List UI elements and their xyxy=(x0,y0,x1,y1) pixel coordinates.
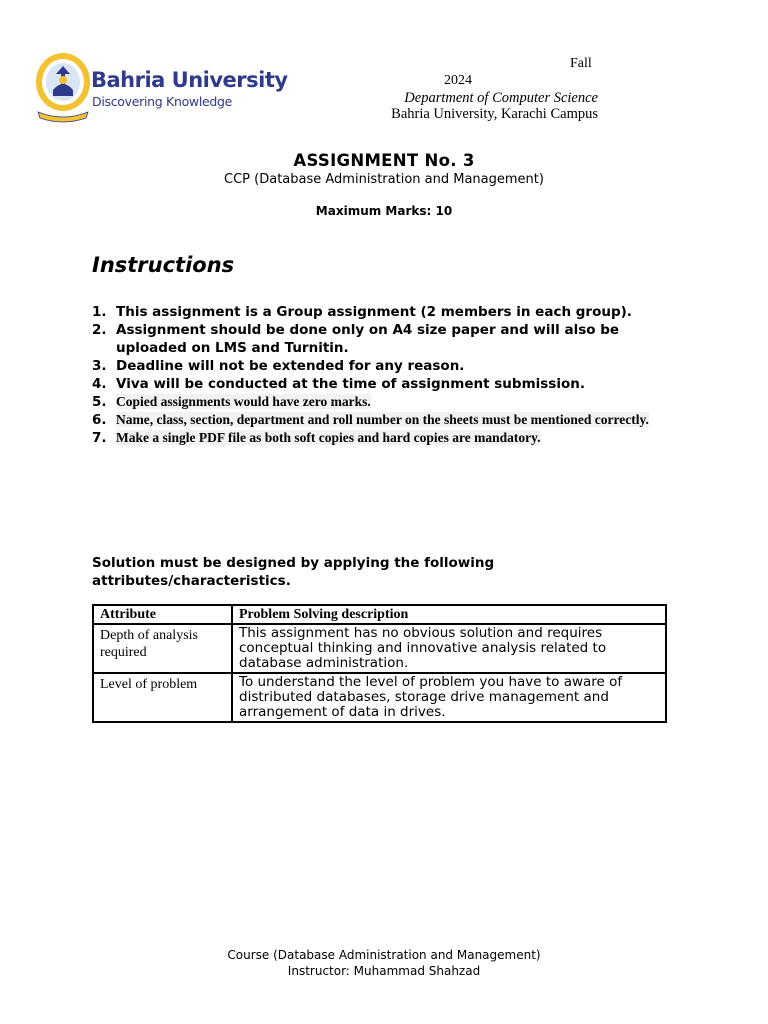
instructions-list xyxy=(92,303,672,447)
instructions-heading: Instructions xyxy=(92,253,235,277)
instruction-text: Make a single PDF file as both soft copies and hard copies are mandatory. xyxy=(116,430,541,445)
table-header-attribute: Attribute xyxy=(93,605,232,624)
logo-name: Bahria University xyxy=(91,68,288,92)
instruction-item xyxy=(92,393,672,411)
instruction-item xyxy=(92,303,672,321)
instruction-text: This assignment is a Group assignment (2 members in each group). xyxy=(116,304,632,320)
table-row xyxy=(93,624,666,673)
table-cell-description: To understand the level of problem you have to aware of distributed databases, storage drive management and arrangement of data in drives. xyxy=(232,673,666,722)
table-header-description: Problem Solving description xyxy=(232,605,666,624)
table-cell-description: This assignment has no obvious solution and requires conceptual thinking and innovative analysis related to database administration. xyxy=(232,624,666,673)
instruction-item xyxy=(92,429,672,447)
instruction-item xyxy=(92,375,672,393)
instruction-item xyxy=(92,411,672,429)
instruction-text: Name, class, section, department and roll number on the sheets must be mentioned correctly. xyxy=(116,412,649,427)
table-cell-attribute: Level of problem xyxy=(93,673,232,722)
campus-name: Bahria University, Karachi Campus xyxy=(391,106,598,122)
logo-tagline: Discovering Knowledge xyxy=(92,94,233,109)
footer-course: Course (Database Administration and Management) xyxy=(227,948,541,962)
solution-statement: Solution must be designed by applying the following attributes/characteristics. xyxy=(92,555,495,589)
department-name: Department of Computer Science xyxy=(404,90,598,106)
instruction-number: 6. xyxy=(92,412,107,428)
assignment-title: ASSIGNMENT No. 3 xyxy=(293,151,475,170)
instruction-number: 4. xyxy=(92,376,107,392)
term-year: 2024 xyxy=(444,73,472,88)
table-cell-attribute: Depth of analysis required xyxy=(93,624,232,673)
university-seal-icon xyxy=(34,50,92,126)
attribute-table xyxy=(92,604,667,723)
table-row xyxy=(93,673,666,722)
footer-instructor: Instructor: Muhammad Shahzad xyxy=(287,964,481,978)
instruction-text: Copied assignments would have zero marks. xyxy=(116,394,371,409)
instruction-number: 1. xyxy=(92,304,107,320)
course-subtitle: CCP (Database Administration and Management) xyxy=(224,172,544,187)
instruction-number: 5. xyxy=(92,394,107,410)
instruction-item xyxy=(92,321,672,357)
university-logo xyxy=(34,50,288,128)
instruction-item xyxy=(92,357,672,375)
table-header-row xyxy=(93,605,666,624)
instruction-text: Assignment should be done only on A4 size paper and will also be uploaded on LMS and Turnitin. xyxy=(116,322,620,356)
instruction-number: 7. xyxy=(92,430,107,446)
maximum-marks: Maximum Marks: 10 xyxy=(315,204,453,218)
instruction-number: 2. xyxy=(92,322,107,338)
instruction-text: Deadline will not be extended for any reason. xyxy=(116,358,465,374)
instruction-text: Viva will be conducted at the time of assignment submission. xyxy=(116,376,585,392)
term-season: Fall xyxy=(570,56,592,71)
instruction-number: 3. xyxy=(92,358,107,374)
